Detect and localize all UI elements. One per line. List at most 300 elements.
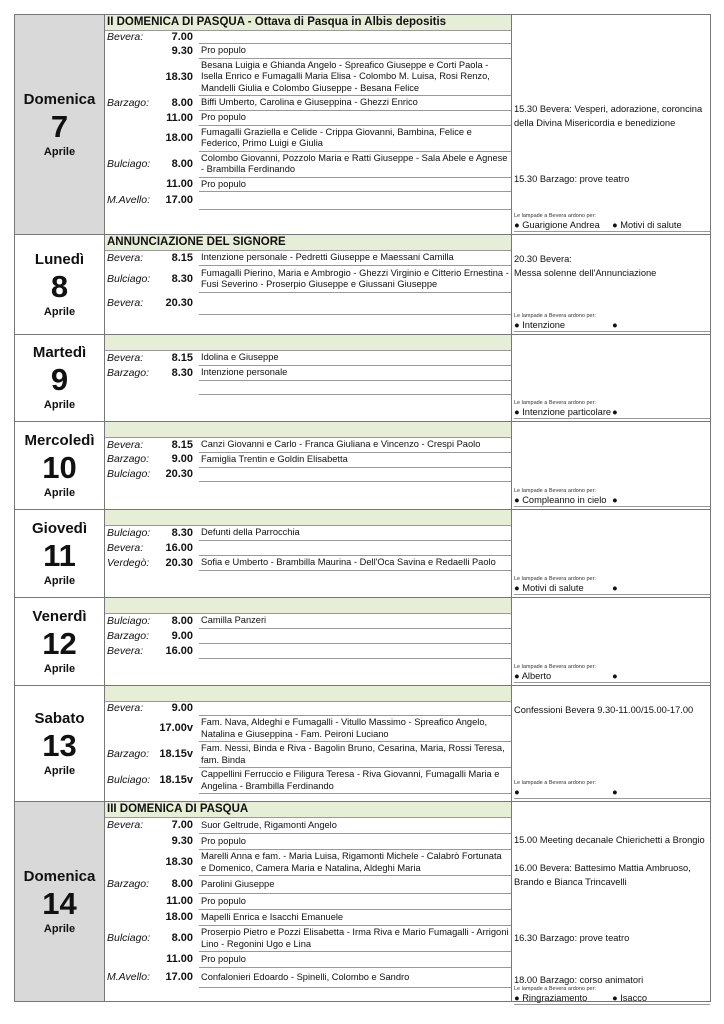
church-place: Bevera:: [107, 297, 144, 310]
mass-time: 9.30: [171, 44, 193, 57]
day-name: Venerdì: [32, 607, 87, 625]
church-place: Barzago:: [107, 748, 150, 761]
event-note: 15.00 Meeting decanale Chierichetti a Brongio: [514, 835, 705, 845]
mass-entry: [105, 293, 511, 315]
church-place: [105, 850, 153, 876]
date-column: [15, 510, 105, 597]
mass-intention: Pro populo: [199, 952, 511, 968]
date-column: [15, 422, 105, 509]
event-note: [514, 47, 710, 59]
mass-intention: [199, 541, 511, 556]
lamp-section: [514, 780, 710, 801]
mass-time: 9.30: [171, 835, 193, 848]
mass-entry: [105, 952, 511, 968]
lamp-intentions: [514, 787, 710, 799]
mass-time: 8.15: [171, 251, 193, 264]
church-place: [105, 178, 153, 193]
church-place: [105, 59, 153, 97]
month-label: Aprile: [43, 764, 76, 777]
lamp-intention: Isacco: [620, 993, 648, 1003]
spacer: [105, 988, 511, 1001]
day-number: 11: [43, 537, 76, 573]
church-place: Bulciago:: [107, 157, 151, 170]
lamp-item: [514, 220, 612, 231]
spacer: [105, 482, 511, 510]
date-column: [15, 802, 105, 1001]
mass-time: 11.00: [166, 178, 193, 190]
liturgy-title: III DOMENICA DI PASQUA: [105, 802, 511, 818]
mass-entry: [105, 126, 511, 152]
church-place: Bevera:: [107, 438, 144, 451]
mass-entry: [105, 178, 511, 193]
lamp-intention: Motivi di salute: [620, 220, 682, 230]
lamp-caption: Le lampade a Bevera ardono per:: [514, 780, 596, 786]
mass-time: 18.00: [165, 131, 193, 144]
lamp-intentions: [514, 993, 710, 1005]
month-label: Aprile: [43, 922, 76, 935]
date-column: [15, 686, 105, 801]
church-place: Barzago:: [107, 366, 150, 379]
mass-time: 8.00: [171, 878, 193, 891]
mass-entry: [105, 876, 511, 894]
church-place: [105, 716, 153, 742]
lamp-intentions: [514, 320, 710, 332]
title-spacer: [514, 598, 710, 614]
mass-time: 9.00: [171, 453, 193, 466]
church-place: Bulciago:: [107, 932, 151, 945]
lamp-section: [514, 400, 710, 421]
church-place: Bulciago:: [107, 614, 151, 627]
mass-time: 8.15: [171, 438, 193, 451]
spacer: [105, 315, 511, 334]
mass-time: 7.00: [171, 30, 193, 43]
mass-time: 20.30: [165, 556, 193, 569]
notes-column: [512, 235, 712, 334]
mass-intention: Fam. Nava, Aldeghi e Fumagalli - Vitullo Massimo - Spreafico Angelo, Natalina e Giuseppina - Fam. Peironi Luciano: [199, 716, 511, 742]
mass-schedule: [105, 510, 512, 597]
bullet-icon: ●: [514, 583, 523, 593]
day-number: 14: [42, 885, 77, 921]
mass-time: 16.00: [165, 644, 193, 657]
mass-entry: [105, 910, 511, 926]
day-number: 7: [50, 108, 69, 144]
mass-entry: [105, 834, 511, 850]
event-note: [514, 820, 710, 832]
weekly-schedule: [14, 14, 711, 1002]
spacer: [105, 794, 511, 801]
mass-entry: [105, 629, 511, 644]
bullet-icon: ●: [514, 993, 523, 1003]
mass-time: 8.30: [171, 272, 193, 285]
title-spacer: [514, 686, 710, 702]
church-place: [105, 44, 153, 59]
mass-entry: [105, 850, 511, 876]
event-note: Messa solenne dell'Annunciazione: [514, 268, 657, 278]
day-block: [14, 422, 711, 510]
lamp-item: [514, 993, 612, 1004]
mass-intention: Camilla Panzeri: [199, 614, 511, 629]
mass-time: 18.30: [165, 856, 193, 869]
lamp-caption: Le lampade a Bevera ardono per:: [514, 986, 596, 992]
event-note: [514, 145, 710, 157]
lamp-item: [612, 671, 710, 682]
bullet-icon: ●: [514, 407, 523, 417]
mass-entry: [105, 468, 511, 482]
event-note: della Divina Misericordia e benedizione: [514, 118, 676, 128]
mass-intention: Pro populo: [199, 834, 511, 850]
lamp-intentions: [514, 495, 710, 507]
mass-time: 16.00: [165, 541, 193, 554]
lamp-caption: Le lampade a Bevera ardono per:: [514, 488, 596, 494]
lamp-section: [514, 313, 710, 334]
day-name: Lunedì: [34, 250, 85, 268]
mass-time: 20.30: [165, 297, 193, 310]
mass-entry: [105, 541, 511, 556]
day-name: Domenica: [23, 867, 96, 885]
title-spacer: [514, 15, 710, 31]
day-name: Martedì: [32, 344, 87, 361]
notes-column: [512, 422, 712, 509]
mass-entry: [105, 192, 511, 210]
church-place: [105, 381, 153, 395]
lamp-intention: Guarigione Andrea: [522, 220, 600, 230]
day-block: [14, 802, 711, 1002]
mass-intention: Marelli Anna e fam. - Maria Luisa, Rigamonti Michele - Calabrò Fortunata e Domenico, Camera Maria e Natalina, Aldeghi Maria: [199, 850, 511, 876]
notes-column: [512, 510, 712, 597]
lamp-caption: Le lampade a Bevera ardono per:: [514, 664, 596, 670]
date-column: [15, 235, 105, 334]
liturgy-title: II DOMENICA DI PASQUA - Ottava di Pasqua in Albis depositis: [105, 15, 511, 31]
date-column: [15, 335, 105, 421]
mass-time: [153, 381, 199, 395]
day-block: [14, 686, 711, 802]
notes-column: [512, 15, 712, 234]
notes-column: [512, 802, 712, 1001]
event-note: 20.30 Bevera:: [514, 254, 572, 264]
mass-time: 8.15: [171, 351, 193, 364]
mass-time: 9.00: [171, 702, 193, 715]
date-column: [15, 15, 105, 234]
lamp-item: [514, 583, 612, 594]
mass-entry: [105, 44, 511, 59]
month-label: Aprile: [43, 399, 76, 411]
day-number: 12: [42, 625, 77, 661]
mass-intention: Pro populo: [199, 44, 511, 59]
mass-intention: Defunti della Parrocchia: [199, 526, 511, 541]
title-spacer: [514, 422, 710, 438]
mass-entry: [105, 742, 511, 768]
lamp-intentions: [514, 407, 710, 419]
church-place: Bevera:: [107, 644, 144, 657]
month-label: Aprile: [43, 574, 76, 587]
mass-time: 18.15v: [159, 774, 193, 787]
mass-intention: Intenzione personale - Pedretti Giuseppe e Maessani Camilla: [199, 251, 511, 266]
mass-time: 7.00: [171, 819, 193, 832]
mass-intention: Confalonieri Edoardo - Spinelli, Colombo e Sandro: [199, 968, 511, 988]
event-note: [514, 61, 710, 73]
event-note: [514, 848, 710, 860]
church-place: M.Avello:: [107, 971, 150, 984]
mass-intention: Pro populo: [199, 178, 511, 193]
mass-intention: Idolina e Giuseppe: [199, 351, 511, 366]
title-spacer: [514, 235, 710, 251]
mass-intention: Suor Geltrude, Rigamonti Angelo: [199, 818, 511, 834]
lamp-item: [514, 407, 612, 418]
church-place: Barzago:: [107, 453, 150, 466]
mass-entry: [105, 526, 511, 541]
mass-entry: [105, 266, 511, 293]
mass-entry: [105, 716, 511, 742]
notes-column: [512, 598, 712, 685]
bullet-icon: ●: [514, 220, 523, 230]
church-place: Bulciago:: [107, 467, 151, 480]
event-note: 15.30 Barzago: prove teatro: [514, 174, 630, 184]
lamp-item: [514, 671, 612, 682]
lamp-item: [612, 583, 710, 594]
church-place: Bevera:: [107, 251, 144, 264]
lamp-intention: Intenzione: [522, 320, 566, 330]
mass-time: 17.00: [165, 194, 193, 207]
lamp-intention: Intenzione particolare: [522, 407, 612, 417]
event-note: [514, 890, 710, 902]
lamp-intentions: [514, 220, 710, 232]
event-note: [514, 89, 710, 101]
spacer: [105, 571, 511, 597]
mass-entry: [105, 96, 511, 111]
mass-entry: [105, 438, 511, 453]
lamp-item: [612, 320, 710, 331]
church-place: M.Avello:: [107, 194, 150, 207]
bullet-icon: ●: [612, 993, 621, 1003]
lamp-intention: Motivi di salute: [522, 583, 584, 593]
event-note: 16.00 Bevera: Battesimo Mattia Ambruoso,: [514, 863, 691, 873]
lamp-item: [514, 495, 612, 506]
mass-time: 11.00: [166, 895, 193, 908]
event-note: [514, 904, 710, 916]
title-spacer: [514, 802, 710, 818]
event-note: Brando e Bianca Trincavelli: [514, 877, 627, 887]
mass-schedule: [105, 802, 512, 1001]
day-number: 8: [50, 268, 69, 304]
event-note: 18.00 Barzago: corso animatori: [514, 975, 644, 985]
church-place: [105, 952, 153, 968]
mass-intention: Intenzione personale: [199, 366, 511, 381]
lamp-section: [514, 664, 710, 685]
church-place: [105, 834, 153, 850]
mass-intention: Biffi Umberto, Carolina e Giuseppina - Ghezzi Enrico: [199, 96, 511, 111]
event-note: [514, 75, 710, 87]
lamp-intentions: [514, 583, 710, 595]
church-place: Barzago:: [107, 629, 150, 642]
mass-entry: [105, 251, 511, 266]
mass-intention: [199, 629, 511, 644]
day-block: [14, 598, 711, 686]
lamp-intention: Ringraziamento: [522, 993, 588, 1003]
lamp-item: [514, 320, 612, 331]
mass-intention: [199, 702, 511, 716]
lamp-section: [514, 213, 710, 234]
mass-time: 8.00: [171, 96, 193, 109]
event-note: [514, 159, 710, 171]
mass-intention: Fumagalli Pierino, Maria e Ambrogio - Ghezzi Virginio e Citterio Ernestina - Fusi Severino - Proserpio Giuseppe e Giussani Giuseppe: [199, 266, 511, 293]
church-place: Barzago:: [107, 96, 150, 109]
mass-time: 17.00v: [159, 722, 193, 735]
event-note: 16.30 Barzago: prove teatro: [514, 933, 630, 943]
title-spacer: [514, 510, 710, 526]
church-place: Bevera:: [107, 30, 144, 43]
mass-time: 8.30: [171, 526, 193, 539]
event-note: [514, 946, 710, 958]
church-place: Bulciago:: [107, 526, 151, 539]
mass-intention: Fumagalli Graziella e Celide - Crippa Giovanni, Bambina, Felice e Federico, Primo Luigi e Giulia: [199, 126, 511, 152]
liturgy-title: [105, 598, 511, 614]
mass-intention: [199, 644, 511, 659]
mass-entry: [105, 968, 511, 988]
mass-entry: [105, 818, 511, 834]
day-number: 13: [42, 727, 77, 763]
church-place: Bulciago:: [107, 272, 151, 285]
mass-intention: Colombo Giovanni, Pozzolo Maria e Ratti Giuseppe - Sala Abele e Agnese - Brambilla Ferdinando: [199, 152, 511, 178]
day-number: 10: [42, 449, 77, 485]
mass-schedule: [105, 598, 512, 685]
church-place: Bulciago:: [107, 774, 151, 787]
bullet-icon: ●: [514, 787, 520, 797]
event-note: 15.30 Bevera: Vesperi, adorazione, coroncina: [514, 104, 703, 114]
mass-entry: [105, 768, 511, 794]
lamp-item: [514, 787, 612, 798]
mass-entry: [105, 31, 511, 44]
lamp-item: [612, 407, 710, 418]
church-place: [105, 126, 153, 152]
date-column: [15, 598, 105, 685]
mass-time: 17.00: [165, 971, 193, 984]
day-block: [14, 335, 711, 422]
mass-intention: Cappellini Ferruccio e Filigura Teresa - Riva Giovanni, Fumagalli Maria e Angelina - Brambilla Ferdinando: [199, 768, 511, 794]
month-label: Aprile: [43, 145, 76, 158]
month-label: Aprile: [43, 662, 76, 675]
bullet-icon: ●: [612, 220, 621, 230]
bullet-icon: ●: [612, 320, 618, 330]
mass-entry: [105, 111, 511, 126]
lamp-item: [612, 495, 710, 506]
bullet-icon: ●: [514, 495, 523, 505]
spacer: [105, 395, 511, 421]
lamp-caption: Le lampade a Bevera ardono per:: [514, 313, 596, 319]
bullet-icon: ●: [612, 671, 618, 681]
mass-time: 8.00: [171, 614, 193, 627]
bullet-icon: ●: [514, 320, 523, 330]
event-note: [514, 33, 710, 45]
mass-entry: [105, 59, 511, 97]
church-place: [105, 111, 153, 126]
month-label: Aprile: [43, 486, 76, 499]
mass-time: 20.30: [165, 467, 193, 480]
liturgy-title: [105, 510, 511, 526]
title-spacer: [514, 335, 710, 351]
lamp-intentions: [514, 671, 710, 683]
mass-intention: Fam. Nessi, Binda e Riva - Bagolin Bruno, Cesarina, Maria, Rossi Teresa, fam. Binda: [199, 742, 511, 768]
mass-intention: Besana Luigia e Ghianda Angelo - Spreafico Giuseppe e Corti Paola - Isella Enrico e Fumagalli Maria Elisa - Colombo M. Luisa, Rosi Renzo, Mandelli Giulia e Colombo Giuseppe - Besana Felice: [199, 59, 511, 97]
mass-schedule: [105, 335, 512, 421]
mass-entry: [105, 366, 511, 381]
mass-entry: [105, 894, 511, 910]
bullet-icon: ●: [514, 671, 522, 681]
notes-column: [512, 686, 712, 801]
mass-intention: [199, 381, 511, 395]
bullet-icon: ●: [612, 495, 618, 505]
mass-intention: Sofia e Umberto - Brambilla Maurina - Dell'Oca Savina e Redaelli Paolo: [199, 556, 511, 571]
mass-entry: [105, 644, 511, 659]
day-block: [14, 235, 711, 335]
mass-entry: [105, 702, 511, 716]
spacer: [105, 659, 511, 685]
mass-entry: [105, 152, 511, 178]
liturgy-title: ANNUNCIAZIONE DEL SIGNORE: [105, 235, 511, 251]
mass-entry: [105, 926, 511, 952]
spacer: [105, 210, 511, 234]
mass-intention: [199, 293, 511, 315]
bullet-icon: ●: [612, 583, 618, 593]
mass-time: 8.00: [171, 932, 193, 945]
mass-intention: [199, 192, 511, 210]
notes-column: [512, 335, 712, 421]
mass-schedule: [105, 235, 512, 334]
event-note: [514, 960, 710, 972]
day-name: Domenica: [23, 90, 96, 108]
bullet-icon: ●: [612, 407, 618, 417]
mass-entry: [105, 453, 511, 468]
lamp-caption: Le lampade a Bevera ardono per:: [514, 213, 596, 219]
church-place: Verdegò:: [107, 556, 150, 569]
mass-time: 8.30: [171, 366, 193, 379]
day-name: Mercoledì: [24, 431, 95, 449]
mass-schedule: [105, 15, 512, 234]
mass-schedule: [105, 422, 512, 509]
mass-intention: Famiglia Trentin e Goldin Elisabetta: [199, 453, 511, 468]
lamp-intention: Alberto: [521, 671, 552, 681]
mass-intention: Parolini Giuseppe: [199, 876, 511, 894]
lamp-item: [612, 220, 710, 231]
church-place: [105, 894, 153, 910]
liturgy-title: [105, 335, 511, 351]
mass-intention: Pro populo: [199, 894, 511, 910]
church-place: Barzago:: [107, 878, 150, 891]
mass-intention: [199, 468, 511, 482]
lamp-caption: Le lampade a Bevera ardono per:: [514, 576, 596, 582]
day-name: Giovedì: [31, 519, 87, 537]
mass-time: 18.00: [165, 911, 193, 924]
liturgy-title: [105, 686, 511, 702]
church-place: Bevera:: [107, 541, 144, 554]
mass-time: 9.00: [171, 629, 193, 642]
lamp-item: [612, 993, 710, 1004]
lamp-section: [514, 488, 710, 509]
month-label: Aprile: [43, 305, 76, 318]
event-note: [514, 918, 710, 930]
event-note: Confessioni Bevera 9.30-11.00/15.00-17.00: [514, 705, 694, 715]
mass-intention: Proserpio Pietro e Pozzi Elisabetta - Irma Riva e Mario Fumagalli - Arrigoni Lino - Regonini Ugo e Lina: [199, 926, 511, 952]
lamp-section: [514, 986, 710, 1007]
lamp-caption: Le lampade a Bevera ardono per:: [514, 400, 596, 406]
mass-entry: [105, 614, 511, 629]
mass-intention: [199, 31, 511, 44]
bullet-icon: ●: [612, 787, 618, 797]
mass-intention: Canzi Giovanni e Carlo - Franca Giuliana e Vincenzo - Crespi Paolo: [199, 438, 511, 453]
church-place: [105, 910, 153, 926]
event-note: [514, 131, 710, 143]
mass-intention: Mapelli Enrica e Isacchi Emanuele: [199, 910, 511, 926]
day-block: [14, 15, 711, 235]
